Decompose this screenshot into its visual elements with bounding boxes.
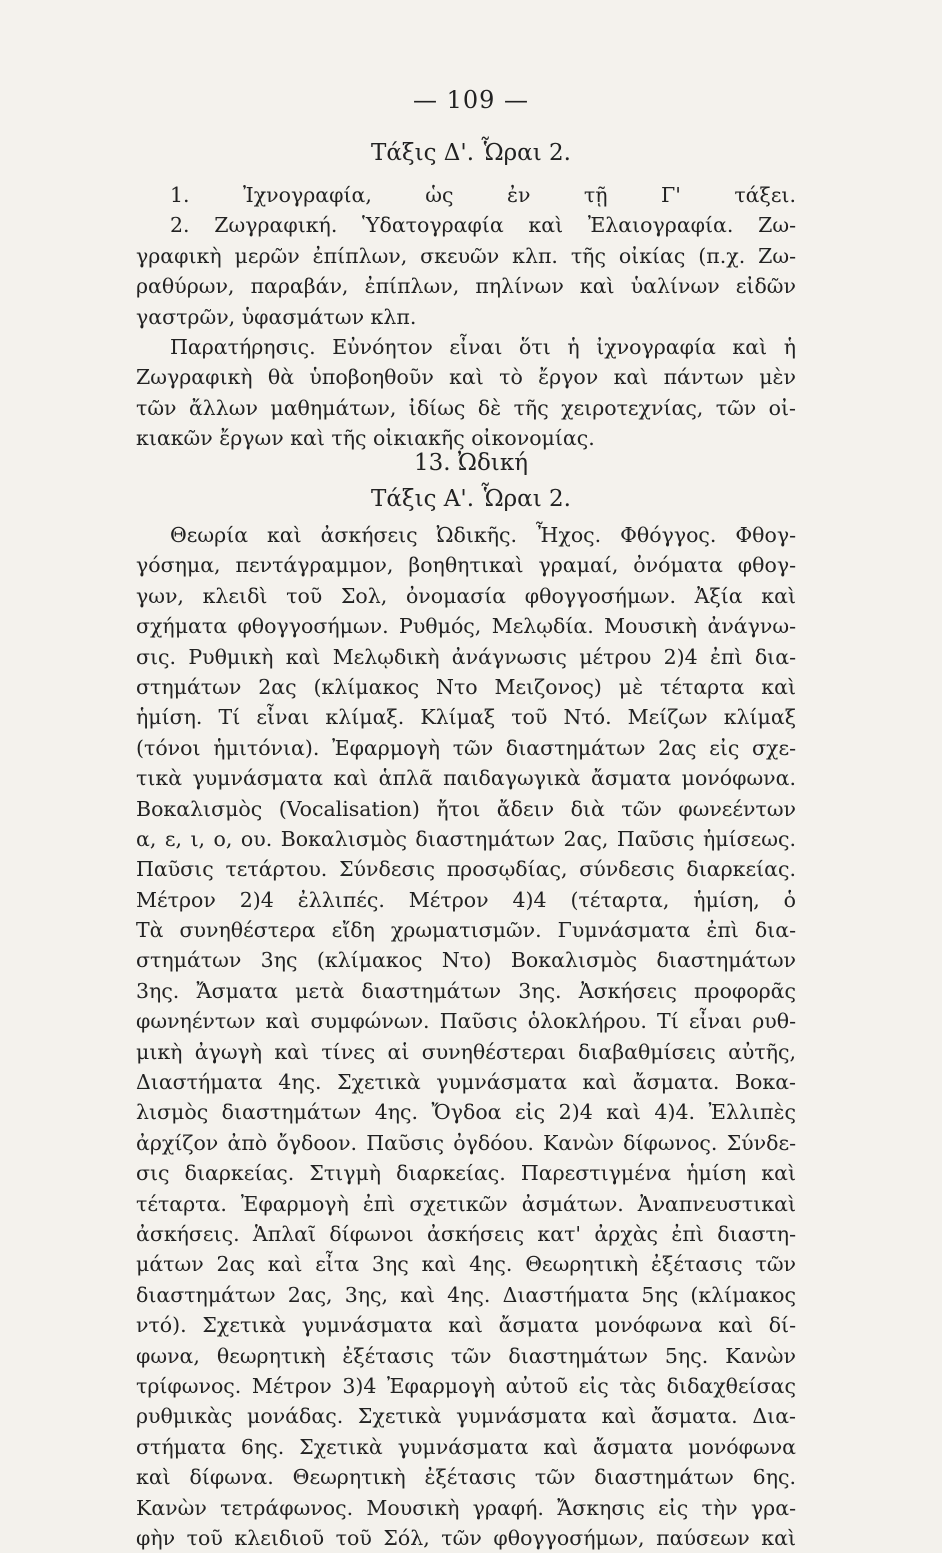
text-line: φωνα, θεωρητικὴ ἐξέτασις τῶν διαστημάτων 5ης. Κανὼν: [136, 1343, 796, 1368]
text-line: σχήματα φθογγοσήμων. Ρυθμός, Μελῳδία. Μουσικὴ ἀνάγνω-: [136, 614, 796, 639]
text-line: μικὴ ἀγωγὴ καὶ τίνες αἱ συνηθέστεραι διαβαθμίσεις αὐτῆς,: [136, 1039, 796, 1064]
text-line: Θεωρία καὶ ἀσκήσεις Ὠδικῆς. Ἦχος. Φθόγγος. Φθογ-: [170, 523, 796, 547]
class-hours-heading-a: Τάξις Α'. Ὧραι 2.: [371, 486, 571, 512]
text-line: τῶν ἄλλων μαθημάτων, ἰδίως δὲ τῆς χειροτεχνίας, τῶν οἰ-: [136, 395, 796, 420]
text-line: καὶ δίφωνα. Θεωρητικὴ ἐξέτασις τῶν διαστημάτων 6ης.: [136, 1465, 796, 1490]
text-line: διαστημάτων 2ας, 3ης, καὶ 4ης. Διαστήματα 5ης (κλίμακος: [136, 1282, 796, 1307]
text-line: φωνηέντων καὶ συμφώνων. Παῦσις ὁλοκλήρου. Τί εἶναι ρυθ-: [136, 1009, 796, 1034]
text-line: α, ε, ι, ο, ου. Βοκαλισμὸς διαστημάτων 2ας, Παῦσις ἡμίσεως.: [136, 826, 796, 851]
text-line: φὴν τοῦ κλειδιοῦ τοῦ Σόλ, τῶν φθογγοσήμων, παύσεων καὶ: [136, 1525, 796, 1550]
class-hours-heading-d: Τάξις Δ'. Ὧραι 2.: [371, 140, 571, 166]
text-line: γων, κλειδὶ τοῦ Σολ, ὀνομασία φθογγοσήμων. Ἀξία καὶ: [136, 583, 796, 608]
text-line: κιακῶν ἔργων καὶ τῆς οἰκιακῆς οἰκονομίας.: [136, 426, 595, 451]
text-line: Διαστήματα 4ης. Σχετικὰ γυμνάσματα καὶ ἄσματα. Βοκα-: [136, 1070, 796, 1095]
text-line: Ζωγραφικὴ θὰ ὑποβοηθοῦν καὶ τὸ ἔργον καὶ πάντων μὲν: [136, 365, 796, 390]
text-line: ντό). Σχετικὰ γυμνάσματα καὶ ἄσματα μονόφωνα καὶ δί-: [136, 1313, 796, 1338]
text-line: Παῦσις τετάρτου. Σύνδεσις προσῳδίας, σύνδεσις διαρκείας.: [136, 857, 796, 882]
text-line: ἡμίση. Τί εἶναι κλίμαξ. Κλίμαξ τοῦ Ντό. Μείζων κλίμαξ: [136, 705, 796, 730]
text-line: ἀσκήσεις. Ἁπλαῖ δίφωνοι ἀσκήσεις κατ' ἀρχὰς ἐπὶ διαστη-: [136, 1221, 796, 1246]
text-line: στημάτων 2ας (κλίμακος Ντο Μειζονος) μὲ τέταρτα καὶ: [136, 674, 796, 699]
text-line: ρυθμικὰς μονάδας. Σχετικὰ γυμνάσματα καὶ ἄσματα. Δια-: [136, 1404, 796, 1429]
text-line: τικὰ γυμνάσματα καὶ ἁπλᾶ παιδαγωγικὰ ἄσματα μονόφωνα.: [136, 766, 796, 791]
text-line: 1. Ἰχνογραφία, ὡς ἐν τῇ Γ' τάξει.: [170, 183, 796, 207]
section-title-odiki: 13. Ὠδική: [414, 450, 528, 476]
text-line: 2. Ζωγραφική. Ὑδατογραφία καὶ Ἐλαιογραφία. Ζω-: [170, 213, 796, 238]
text-line: ραθύρων, παραβάν, ἐπίπλων, πηλίνων καὶ ὑαλίνων εἰδῶν: [136, 274, 796, 299]
text-line: Κανὼν τετράφωνος. Μουσικὴ γραφή. Ἄσκησις εἰς τὴν γρα-: [136, 1495, 796, 1520]
text-line: (τόνοι ἡμιτόνια). Ἐφαρμογὴ τῶν διαστημάτων 2ας εἰς σχε-: [136, 735, 796, 760]
page-number: — 109 —: [412, 86, 530, 114]
music-section-text: [136, 520, 796, 1553]
text-line: σις. Ρυθμικὴ καὶ Μελῳδικὴ ἀνάγνωσις μέτρου 2)4 ἐπὶ δια-: [136, 644, 796, 669]
text-line: Βοκαλισμὸς (Vocalisation) ἤτοι ἄδειν διὰ τῶν φωνεέντων: [136, 796, 796, 821]
text-line: Τὰ συνηθέστερα εἴδη χρωματισμῶν. Γυμνάσματα ἐπὶ δια-: [136, 918, 796, 943]
text-line: λισμὸς διαστημάτων 4ης. Ὄγδοα εἰς 2)4 καὶ 4)4. Ἐλλιπὲς: [136, 1100, 796, 1125]
text-line: ἀρχίζον ἀπὸ ὄγδοον. Παῦσις ὀγδόου. Κανὼν δίφωνος. Σύνδε-: [136, 1130, 796, 1155]
drawing-section-text: [136, 180, 796, 454]
text-line: μάτων 2ας καὶ εἶτα 3ης καὶ 4ης. Θεωρητικὴ ἐξέτασις τῶν: [136, 1252, 796, 1277]
text-line: σις διαρκείας. Στιγμὴ διαρκείας. Παρεστιγμένα ἡμίση καὶ: [136, 1161, 796, 1186]
text-line: γαστρῶν, ὑφασμάτων κλπ.: [136, 304, 417, 329]
text-line: Μέτρον 2)4 ἐλλιπές. Μέτρον 4)4 (τέταρτα, ἡμίση, ὁ: [136, 887, 796, 912]
text-line: τρίφωνος. Μέτρον 3)4 Ἐφαρμογὴ αὐτοῦ εἰς τὰς διδαχθείσας: [136, 1373, 796, 1398]
text-line: στημάτων 3ης (κλίμακος Ντο) Βοκαλισμὸς διαστημάτων: [136, 948, 796, 973]
text-line: στήματα 6ης. Σχετικὰ γυμνάσματα καὶ ἄσματα μονόφωνα: [136, 1434, 796, 1459]
text-line: 3ης. Ἄσματα μετὰ διαστημάτων 3ης. Ἀσκήσεις προφορᾶς: [136, 978, 796, 1003]
text-line: Παρατήρησις. Εὐνόητον εἶναι ὅτι ἡ ἰχνογραφία καὶ ἡ: [170, 334, 796, 359]
text-line: γραφικὴ μερῶν ἐπίπλων, σκευῶν κλπ. τῆς οἰκίας (π.χ. Ζω-: [136, 243, 796, 268]
text-line: τέταρτα. Ἐφαρμογὴ ἐπὶ σχετικῶν ἀσμάτων. Ἀναπνευστικαὶ: [136, 1191, 796, 1216]
text-line: γόσημα, πεντάγραμμον, βοηθητικαὶ γραμαί, ὀνόματα φθογ-: [136, 553, 796, 578]
